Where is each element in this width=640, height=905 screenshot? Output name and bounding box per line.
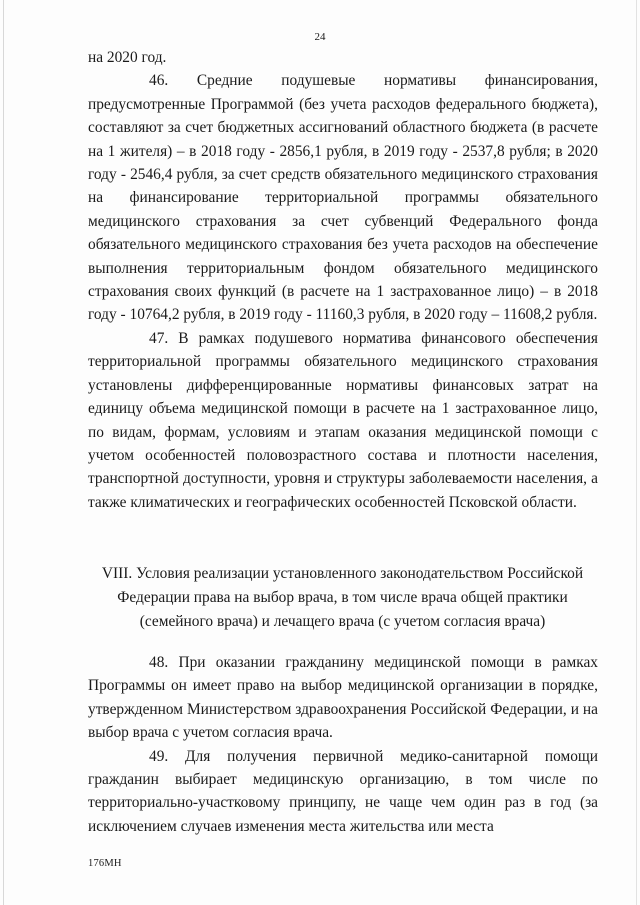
section-heading-line-3: (семейного врача) и лечащего врача (с учетом согласия врача): [139, 613, 546, 630]
footer-document-code: 176МН: [88, 858, 122, 869]
text-block-upper: [88, 46, 598, 514]
section-heading-line-2: Федерации права на выбор врача, в том числе врача общей практики: [117, 589, 568, 606]
scan-edge-right: [636, 0, 637, 905]
scan-edge-left: [3, 0, 4, 905]
page-number: 24: [314, 31, 326, 43]
section-heading-line-1: VIII. Условия реализации установленного законодательством Российской: [101, 565, 584, 582]
paragraph-49: 49. Для получения первичной медико-санитарной помощи гражданин выбирает медицинскую организацию, в том числе по территориально-участковому принципу, не чаще чем один раз в год (за исключением случаев изменения места жительства или места: [88, 747, 598, 835]
section-heading: [80, 562, 605, 634]
paragraph-48: 48. При оказании гражданину медицинской помощи в рамках Программы он имеет право на выбор медицинской организации в порядке, утвержденном Министерством здравоохранения Российской Федерации, и на выбор врача с учетом согласия врача.: [88, 654, 598, 742]
paragraph-continuation: на 2020 год.: [88, 49, 167, 66]
text-block-lower: [88, 651, 598, 838]
paragraph-47: 47. В рамках подушевого норматива финансового обеспечения территориальной программы обязательного медицинского страхования установлены дифференцированные нормативы финансовых затрат на единицу объема медицинской помощи в расчете на 1 застрахованное лицо, по видам, формам, условиям и этапам оказания медицинской помощи с учетом особенностей половозрастного состава и плотности населения, транспортной доступности, уровня и структуры заболеваемости населения, а также климатических и географических особенностей Псковской области.: [88, 329, 598, 511]
paragraph-46: 46. Средние подушевые нормативы финансирования, предусмотренные Программой (без учета расходов федерального бюджета), составляют за счет бюджетных ассигнований областного бюджета (в расчете на 1 жителя) – в 2018 году - 2856,1 рубля, в 2019 году - 2537,8 рубля; в 2020 году - 2546,4 рубля, за счет средств обязательного медицинского страхования на финансирование территориальной программы обязательного медицинского страхования за счет субвенций Федерального фонда обязательного медицинского страхования без учета расходов на обеспечение выполнения территориальным фондом обязательного медицинского страхования своих функций (в расчете на 1 застрахованное лицо) – в 2018 году - 10764,2 рубля, в 2019 году - 11160,3 рубля, в 2020 году – 11608,2 рубля.: [88, 72, 598, 324]
